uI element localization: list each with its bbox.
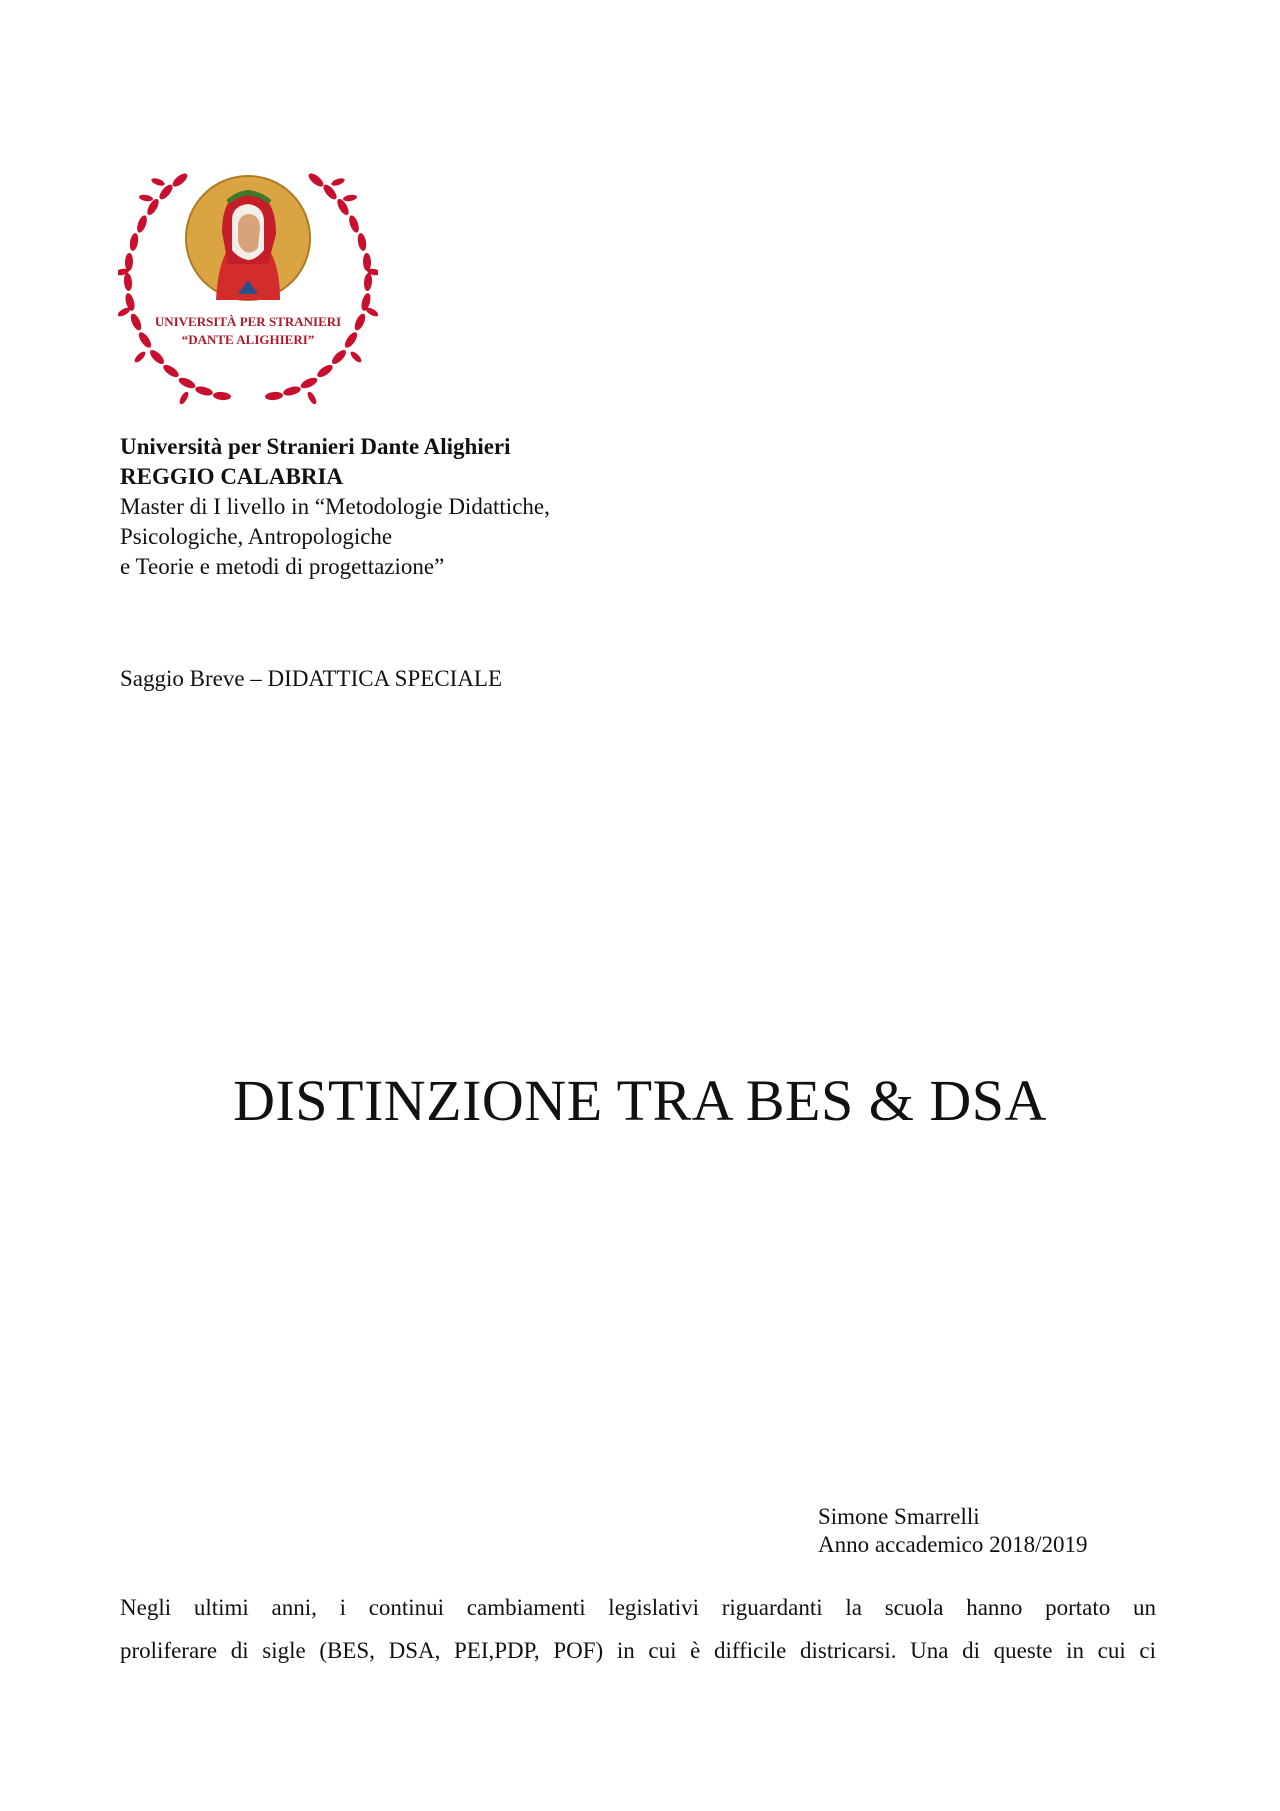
university-seal-icon: [118, 162, 378, 412]
logo-text-line2: “DANTE ALIGHIERI”: [181, 332, 315, 347]
city-name: REGGIO CALABRIA: [120, 464, 344, 489]
master-line-3: e Teorie e metodi di progettazione”: [120, 554, 445, 579]
master-line-1: Master di I livello in “Metodologie Didattiche,: [120, 494, 550, 519]
academic-year: Anno accademico 2018/2019: [818, 1532, 1088, 1557]
author-block: [818, 1503, 1088, 1559]
body-line-1: Negli ultimi anni, i continui cambiamenti legislativi riguardanti la scuola hanno portato un: [120, 1595, 1156, 1620]
essay-subtitle: Saggio Breve – DIDATTICA SPECIALE: [120, 666, 503, 691]
university-name: Università per Stranieri Dante Alighieri: [120, 434, 511, 459]
header-block: [120, 432, 550, 582]
body-paragraph: [120, 1586, 1156, 1672]
author-name: Simone Smarrelli: [818, 1504, 980, 1529]
body-line-2: proliferare di sigle (BES, DSA, PEI,PDP, POF) in cui è difficile districarsi. Una di queste in cui ci: [120, 1638, 1156, 1663]
page-title: DISTINZIONE TRA BES & DSA: [233, 1068, 1047, 1133]
university-logo: [118, 162, 378, 412]
logo-text-line1: UNIVERSITÀ PER STRANIERI: [154, 314, 342, 329]
master-line-2: Psicologiche, Antropologiche: [120, 524, 393, 549]
